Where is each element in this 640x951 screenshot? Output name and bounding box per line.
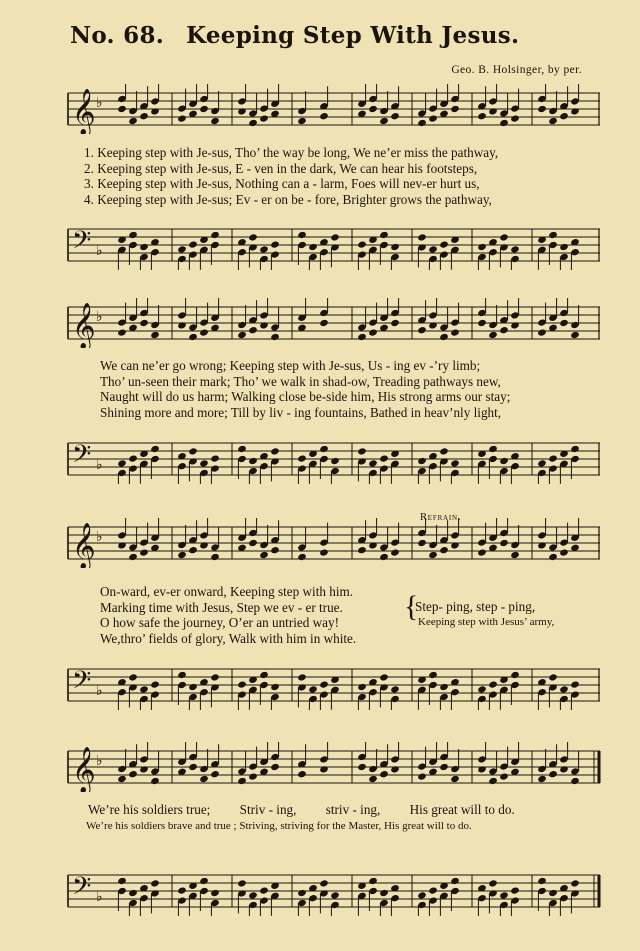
flat-icon: ♭	[96, 529, 103, 545]
lyric-line: Naught will do us harm; Walking close be-side him, His strong arms our stay;	[100, 389, 511, 404]
flat-icon: ♭	[96, 753, 103, 769]
treble-staff	[66, 742, 602, 792]
flat-icon: ♭	[96, 683, 103, 699]
bass-clef-icon: 𝄢	[72, 226, 92, 261]
refrain-soprano-text: Step- ping, step - ping,	[415, 599, 536, 614]
refrain-bass-text: Keeping step with Jesus’ army,	[418, 616, 555, 628]
treble-clef-icon: 𝄞	[72, 747, 96, 792]
lyric-phrase: Striv - ing,	[239, 802, 297, 817]
verse-lyrics-block	[100, 584, 620, 646]
treble-staff	[66, 518, 602, 568]
refrain-brace: {	[404, 590, 419, 623]
treble-clef-icon: 𝄞	[72, 303, 96, 348]
treble-clef-icon: 𝄞	[72, 89, 96, 134]
treble-staff	[66, 84, 602, 134]
bass-clef-icon: 𝄢	[72, 440, 92, 475]
lyric-line: 1. Keeping step with Je-sus, Tho’ the way be long, We ne’er miss the pathway,	[84, 145, 499, 160]
lyric-line: On-ward, ev-er onward, Keeping step with him.	[100, 584, 354, 599]
lyric-line: Shining more and more; Till by liv - ing fountains, Bathed in heav’nly light,	[100, 404, 502, 420]
lyric-phrase: His great will to do.	[409, 802, 515, 817]
bass-staff	[66, 866, 602, 916]
verse-lyrics-block	[84, 145, 604, 207]
flat-icon: ♭	[96, 243, 103, 259]
lyric-phrase: We’re his soldiers true;	[88, 802, 211, 817]
lyric-line: We can ne’er go wrong; Keeping step with Je-sus, Us - ing ev -’ry limb;	[100, 358, 481, 373]
lyric-phrase: striv - ing,	[325, 802, 381, 817]
hymn-number: No. 68.	[70, 22, 165, 49]
hymn-title	[70, 22, 590, 49]
flat-icon: ♭	[96, 309, 103, 325]
flat-icon: ♭	[96, 457, 103, 473]
lyric-line: 2. Keeping step with Je-sus, E - ven in the dark, We can hear his footsteps,	[84, 160, 478, 176]
flat-icon: ♭	[96, 95, 103, 111]
lyric-line: 3. Keeping step with Je-sus, Nothing can a - larm, Foes will nev-er hurt us,	[84, 176, 480, 191]
verse-lyrics-block	[100, 358, 620, 420]
treble-staff	[66, 298, 602, 348]
refrain-label: Refrain.	[420, 512, 462, 523]
lyric-line: Marking time with Jesus, Step we ev - er true.	[100, 599, 343, 615]
bass-clef-icon: 𝄢	[72, 666, 92, 701]
bass-staff	[66, 434, 602, 484]
treble-clef-icon: 𝄞	[72, 523, 96, 568]
lyric-line: We,thro’ fields of glory, Walk with him in white.	[100, 630, 357, 646]
bass-clef-icon: 𝄢	[72, 872, 92, 907]
final-bass-lyrics: We’re his soldiers brave and true ; Striving, striving for the Master, His great will to do.	[86, 820, 472, 832]
bass-staff	[66, 660, 602, 710]
composer-credit: Geo. B. Holsinger, by per.	[451, 64, 582, 76]
final-soprano-lyrics	[88, 802, 541, 818]
lyric-line: 4. Keeping step with Je-sus; Ev - er on be - fore, Brighter grows the pathway,	[84, 191, 492, 207]
lyric-line: O how safe the journey, O’er an untried way!	[100, 615, 339, 630]
lyric-line: Tho’ un-seen their mark; Tho’ we walk in shad-ow, Treading pathways new,	[100, 373, 501, 389]
flat-icon: ♭	[96, 889, 103, 905]
bass-staff	[66, 220, 602, 270]
hymn-title-text: Keeping Step With Jesus.	[186, 22, 520, 49]
